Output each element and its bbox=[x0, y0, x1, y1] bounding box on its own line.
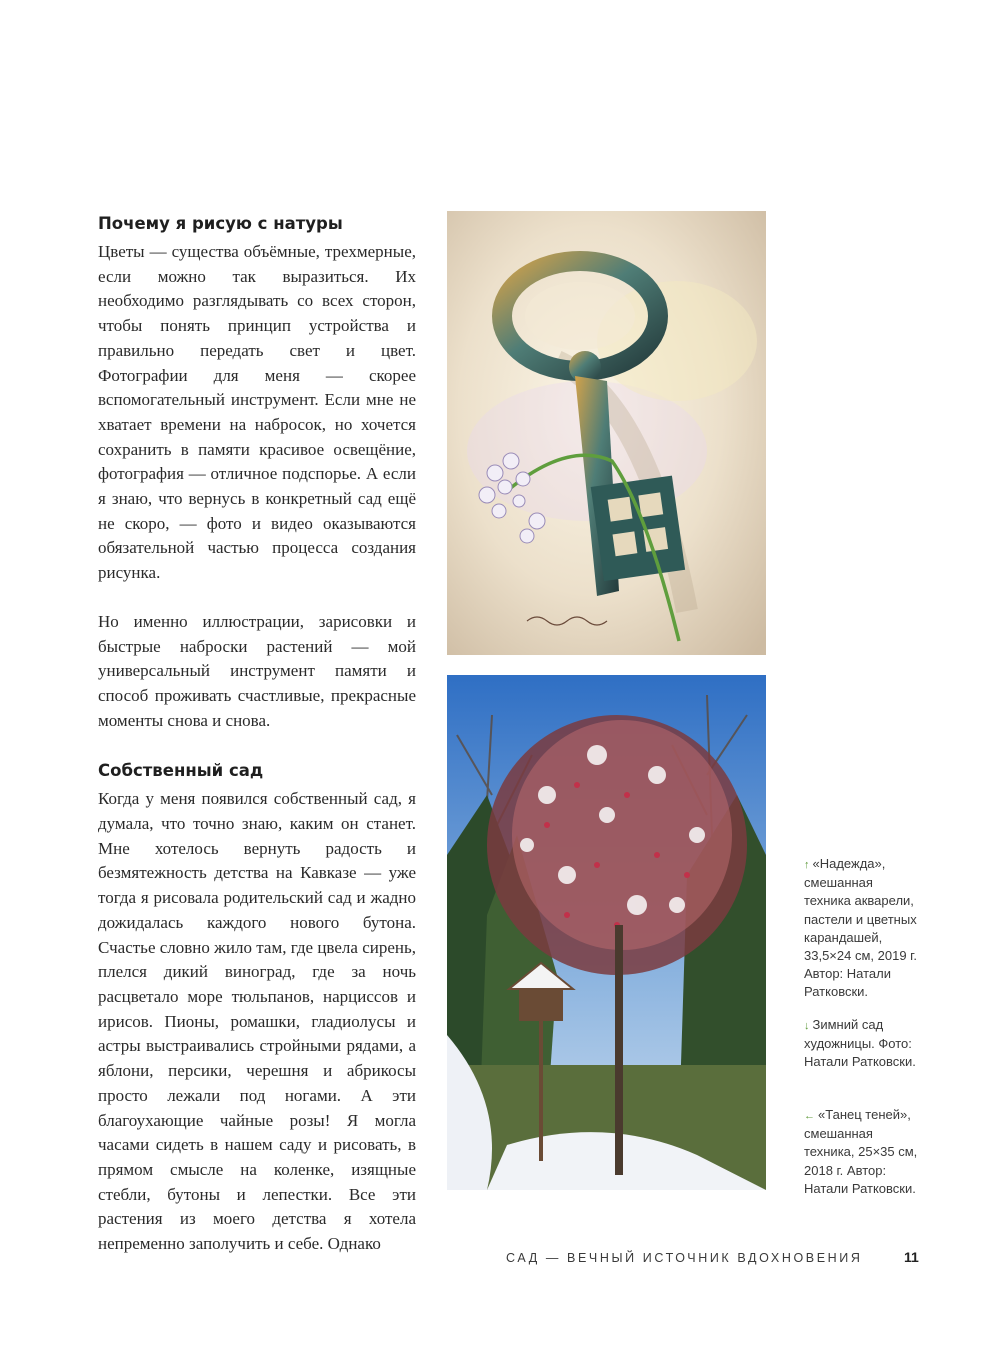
caption-text: «Надежда», смешанная техника акварели, пастели и цветных карандашей, 33,5×24 см, 2019 г. Автор: Натали Ратковски. bbox=[804, 856, 917, 1000]
arrow-up-icon: ↑ bbox=[804, 859, 810, 871]
running-footer-title: САД — ВЕЧНЫЙ ИСТОЧНИК ВДОХНОВЕНИЯ bbox=[506, 1251, 863, 1265]
caption-garden-photo bbox=[804, 1016, 922, 1072]
caption-key-painting bbox=[804, 855, 922, 1002]
winter-garden-photo bbox=[447, 675, 766, 1190]
paragraph: Цветы — существа объёмные, трехмерные, если можно так выразиться. Их необходимо разглядывать со всех сторон, чтобы понять принцип устройства и правильно передать свет и цвет. Фотографии для меня — скорее вспомогательный инструмент. Если мне не хватает времени на набросок, но хочется сохранить в памяти красивое освещёние, фотография — отличное подспорье. А если я знаю, что вернусь в конкретный сад ещё не скоро, — фото и видео оказываются обязательной частью процесса создания рисунка. bbox=[98, 242, 416, 583]
section-heading-nature: Почему я рисую с натуры bbox=[98, 214, 343, 233]
paragraph: Но именно иллюстрации, зарисовки и быстрые наброски растений — мой универсальный инструмент памяти и способ проживать счастливые, прекрасные моменты снова и снова. bbox=[98, 611, 416, 730]
key-painting-image bbox=[447, 211, 766, 655]
caption-text: «Танец теней», смешанная техника, 25×35 см, 2018 г. Автор: Натали Ратковски. bbox=[804, 1107, 918, 1196]
page-number: 11 bbox=[904, 1249, 919, 1265]
caption-text: Зимний сад художницы. Фото: Натали Ратковски. bbox=[804, 1017, 916, 1070]
caption-shadow-dance bbox=[804, 1106, 922, 1198]
main-text-column bbox=[98, 212, 416, 1257]
section-heading-own-garden: Собственный сад bbox=[98, 761, 264, 781]
paragraph: Когда у меня появился собственный сад, я думала, что точно знаю, каким он станет. Мне хотелось вернуть радость и безмятежность детства на Кавказе — уже тогда я рисовала родительский сад и жадно дожидалась каждого нового бутона. Счастье словно жило там, где цвела сирень, плелся дикий виноград, где за ночь расцветало море тюльпанов, нарциссов и ирисов. Пионы, ромашки, гладиолусы и астры выстраивались стройными рядами, а яблони, персики, черешня и абрикосы просто лежали под ногами. А эти благоухающие чайные розы! Я могла часами сидеть в нашем саду и рисовать, в прямом смысле на коленке, изящные стебли, бутоны и лепестки. Все эти растения из моего детства я хотела непременно заполучить и себе. Однако bbox=[98, 789, 416, 1254]
arrow-left-icon: ← bbox=[804, 1110, 815, 1122]
arrow-down-icon: ↓ bbox=[804, 1020, 810, 1032]
